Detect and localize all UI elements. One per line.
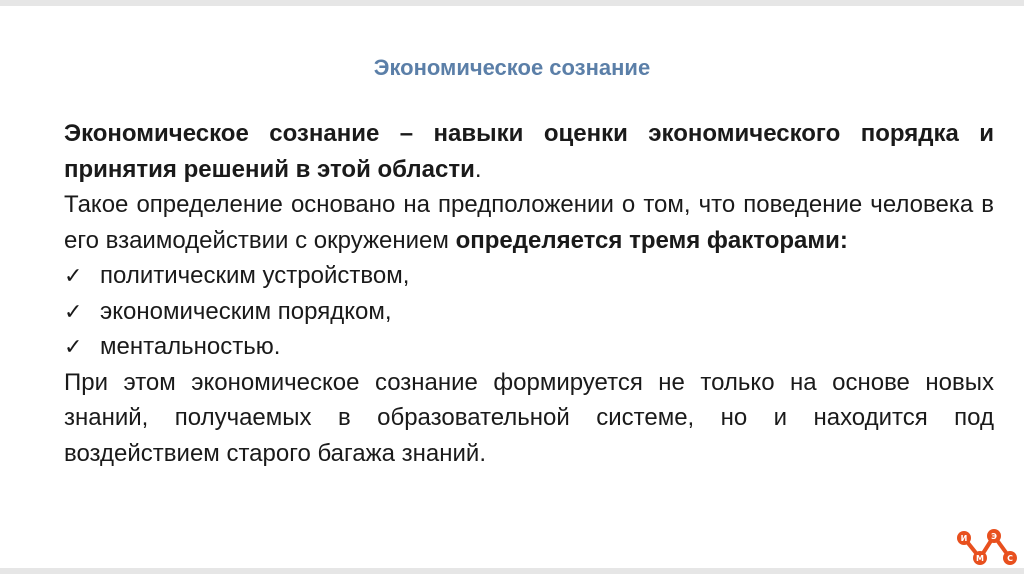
top-border bbox=[0, 0, 1024, 6]
list-item bbox=[64, 294, 994, 330]
logo-letter: С bbox=[1007, 554, 1013, 563]
checkmark-icon: ✓ bbox=[64, 334, 83, 359]
logo-letter: Э bbox=[991, 532, 997, 541]
slide-content bbox=[64, 116, 994, 471]
list-item bbox=[64, 258, 994, 294]
definition-paragraph bbox=[64, 116, 994, 187]
list-item bbox=[64, 329, 994, 365]
conclusion-paragraph: При этом экономическое сознание формируется не только на основе новых знаний, получаемых в образовательной системе, но и находится под воздействием старого багажа знаний. bbox=[64, 368, 994, 467]
definition-end: . bbox=[474, 155, 482, 183]
definition-bold-text: Экономическое сознание – навыки оценки экономического порядка и принятия решений в этой области bbox=[64, 120, 994, 183]
slide-title: Экономическое сознание bbox=[373, 55, 651, 80]
factors-intro-paragraph bbox=[64, 187, 994, 258]
factors-intro-text: Такое определение основано на предположении о том, что поведение человека в его взаимодействии с окружением bbox=[64, 191, 994, 254]
checkmark-icon: ✓ bbox=[64, 298, 83, 324]
list-item-text: политическим устройством, bbox=[100, 262, 410, 289]
logo-letter: М bbox=[976, 554, 984, 563]
factors-list bbox=[64, 258, 994, 365]
factors-intro-bold: определяется тремя факторами: bbox=[455, 226, 848, 254]
list-item-text: ментальностью. bbox=[100, 333, 281, 360]
bottom-border bbox=[0, 568, 1024, 574]
imes-logo bbox=[954, 526, 1018, 570]
list-item-text: экономическим порядком, bbox=[100, 297, 392, 325]
checkmark-icon: ✓ bbox=[64, 263, 83, 288]
logo-letter: И bbox=[960, 534, 968, 543]
